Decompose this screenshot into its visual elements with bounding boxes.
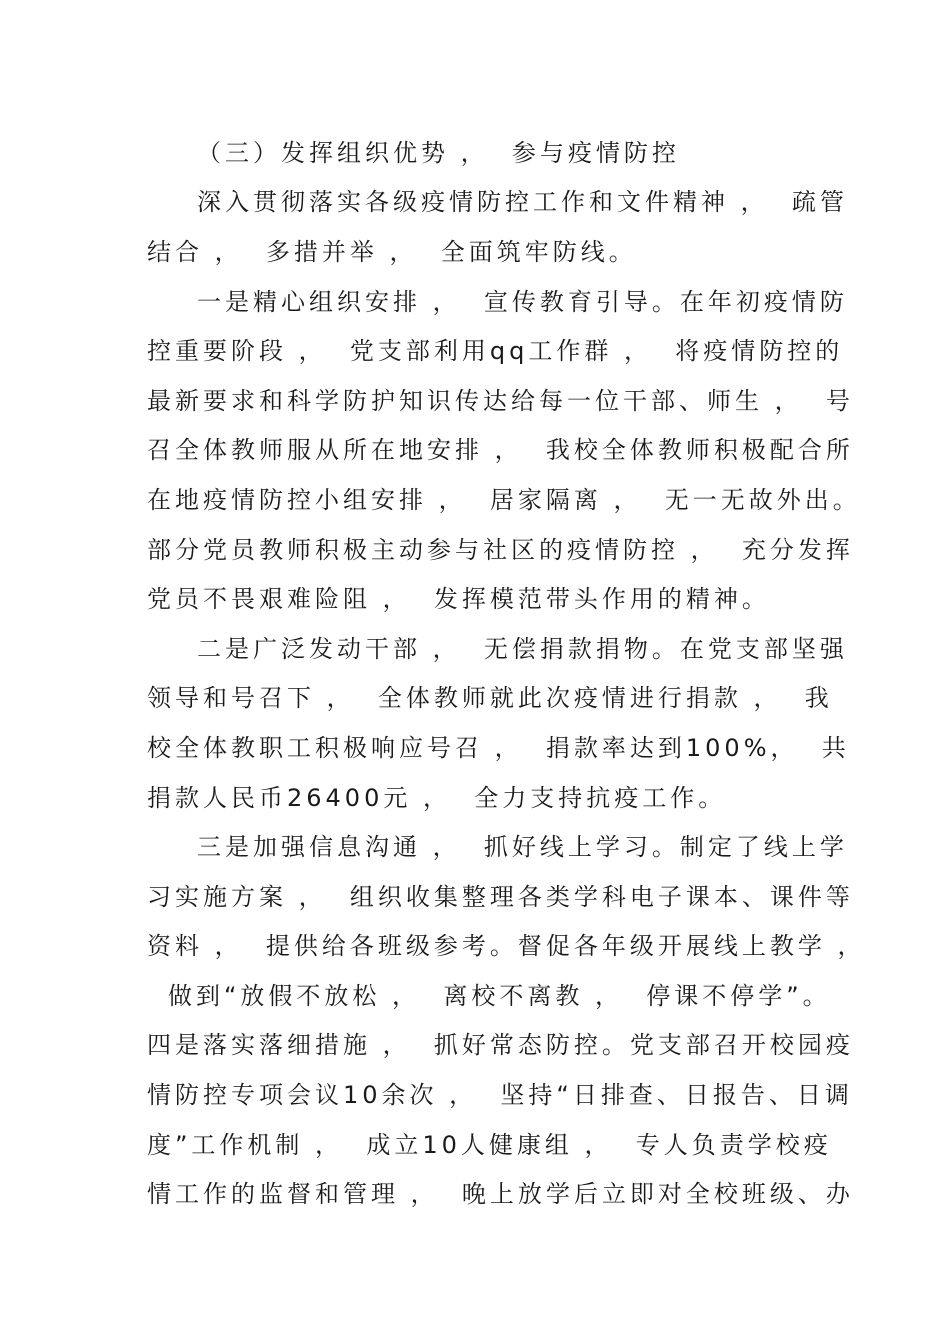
paragraph-line: 捐款人民币26400元 ， 全力支持抗疫工作。 (147, 784, 727, 812)
paragraph-line: 情防控专项会议10余次 ， 坚持“日排查、日报告、日调 (147, 1081, 853, 1109)
paragraph-line: 资料 ， 提供给各班级参考。督促各年级开展线上教学 ， (147, 932, 866, 960)
paragraph-line: 习实施方案 ， 组织收集整理各类学科电子课本、课件等 (147, 883, 854, 911)
paragraph-line: 控重要阶段 ， 党支部利用qq工作群 ， 将疫情防控的 (147, 337, 844, 365)
section-heading: （三）发挥组织优势 ， 参与疫情防控 (197, 139, 680, 167)
paragraph-line: 深入贯彻落实各级疫情防控工作和文件精神 ， 疏管 (197, 188, 848, 216)
paragraph-line: 情工作的监督和管理 ， 晚上放学后立即对全校班级、办 (147, 1180, 854, 1208)
paragraph-line: 做到“放假不放松 ， 离校不离教 ， 停课不停学”。 (168, 982, 831, 1010)
paragraph-line: 领导和号召下 ， 全体教师就此次疫情进行捐款 ， 我 (147, 684, 833, 712)
paragraph-line: 度”工作机制 ， 成立10人健康组 ， 专人负责学校疫 (147, 1131, 832, 1159)
paragraph-line: 在地疫情防控小组安排 ， 居家隔离 ， 无一无故外出。 (147, 486, 861, 514)
paragraph-line: 校全体教职工积极响应号召 ， 捐款率达到100%， 共 (147, 734, 850, 762)
paragraph-line: 二是广泛发动干部 ， 无偿捐款捐物。在党支部坚强 (197, 635, 848, 663)
paragraph-line: 部分党员教师积极主动参与社区的疫情防控 ， 充分发挥 (147, 536, 854, 564)
paragraph-line: 最新要求和科学防护知识传达给每一位干部、师生 ， 号 (147, 387, 854, 415)
paragraph-line: 四是落实落细措施 ， 抓好常态防控。党支部召开校园疫 (147, 1031, 854, 1059)
paragraph-line: 党员不畏艰难险阻 ， 发挥模范带头作用的精神。 (147, 585, 770, 613)
paragraph-line: 一是精心组织安排 ， 宣传教育引导。在年初疫情防 (197, 288, 848, 316)
paragraph-line: 召全体教师服从所在地安排 ， 我校全体教师积极配合所 (147, 436, 854, 464)
paragraph-line: 三是加强信息沟通 ， 抓好线上学习。制定了线上学 (197, 833, 848, 861)
paragraph-line: 结合 ， 多措并举 ， 全面筑牢防线。 (147, 238, 637, 266)
